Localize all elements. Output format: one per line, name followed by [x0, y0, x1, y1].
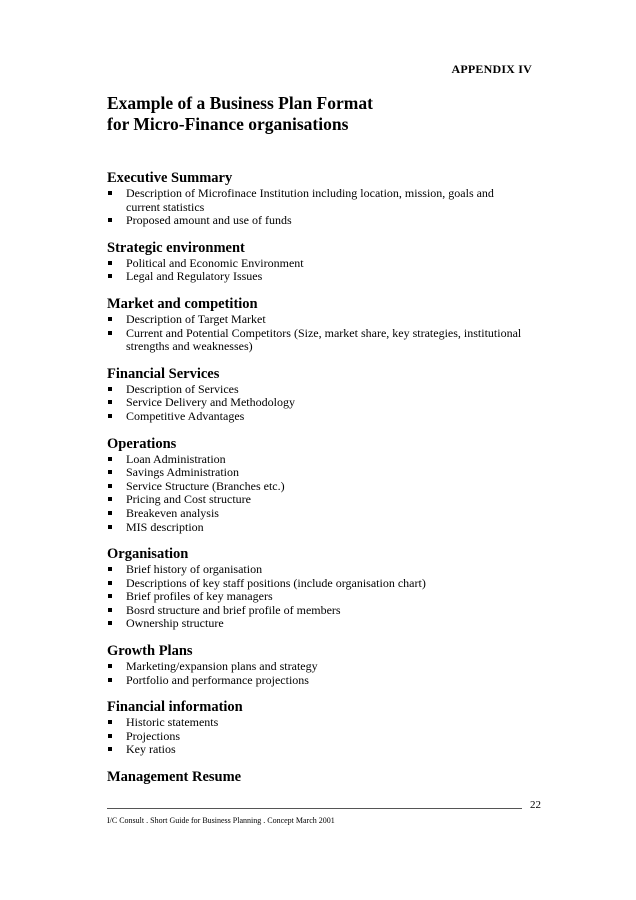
list-item-text: Breakeven analysis: [126, 505, 219, 520]
square-bullet-icon: [108, 621, 112, 625]
section-heading: Financial Services: [107, 365, 220, 382]
square-bullet-icon: [108, 414, 112, 418]
list-item: [107, 674, 527, 688]
list-item-text: Proposed amount and use of funds: [126, 213, 292, 228]
square-bullet-icon: [108, 678, 112, 682]
list-item: [107, 313, 527, 327]
section-heading: Operations: [107, 435, 177, 452]
footer-text: I/C Consult . Short Guide for Business Planning . Concept March 2001: [107, 816, 335, 825]
square-bullet-icon: [108, 720, 112, 724]
section-heading: Growth Plans: [107, 643, 193, 660]
list-item: [107, 507, 527, 521]
section-strategic-environment: [107, 240, 527, 284]
square-bullet-icon: [108, 484, 112, 488]
list-item-text: Loan Administration: [126, 451, 226, 466]
title-line-1: Example of a Business Plan Format: [107, 93, 373, 113]
list-item: [107, 257, 527, 271]
section-heading: Organisation: [107, 546, 189, 563]
page-number: 22: [530, 799, 541, 811]
list-item-text: Service Delivery and Methodology: [126, 395, 295, 410]
section-heading: Management Resume: [107, 769, 242, 786]
square-bullet-icon: [108, 457, 112, 461]
square-bullet-icon: [108, 470, 112, 474]
list-item-text: Pricing and Cost structure: [126, 492, 251, 507]
list-item: [107, 270, 527, 284]
document-title: [107, 93, 373, 135]
list-item: [107, 493, 527, 507]
list-item: [107, 453, 527, 467]
section-financial-services: [107, 366, 527, 424]
list-item: [107, 214, 527, 228]
list-item-text: Savings Administration: [126, 465, 240, 480]
list-item-text: Historic statements: [126, 715, 219, 730]
list-item: [107, 466, 527, 480]
list-item-text: Political and Economic Environment: [126, 255, 304, 270]
list-item: [107, 521, 527, 535]
section-executive-summary: [107, 170, 527, 228]
list-item-text: Descriptions of key staff positions (include organisation chart): [126, 575, 426, 590]
square-bullet-icon: [108, 567, 112, 571]
list-item: [107, 577, 527, 591]
list-item-text: Projections: [126, 728, 180, 743]
list-item: [107, 187, 527, 214]
square-bullet-icon: [108, 261, 112, 265]
square-bullet-icon: [108, 525, 112, 529]
section-list: [107, 170, 527, 798]
square-bullet-icon: [108, 497, 112, 501]
square-bullet-icon: [108, 274, 112, 278]
list-item: [107, 660, 527, 674]
list-item-text: Legal and Regulatory Issues: [126, 269, 263, 284]
list-item-text: Current and Potential Competitors (Size, market share, key strategies, institutional strengths and weaknesses): [126, 325, 522, 354]
bullet-list: [107, 660, 527, 687]
footer-divider: [107, 808, 522, 809]
list-item-text: Description of Services: [126, 381, 239, 396]
section-financial-information: [107, 699, 527, 757]
square-bullet-icon: [108, 218, 112, 222]
section-market-and-competition: [107, 296, 527, 354]
section-heading: Financial information: [107, 699, 243, 716]
bullet-list: [107, 563, 527, 631]
bullet-list: [107, 257, 527, 284]
square-bullet-icon: [108, 511, 112, 515]
list-item-text: Brief profiles of key managers: [126, 589, 273, 604]
square-bullet-icon: [108, 400, 112, 404]
section-growth-plans: [107, 643, 527, 687]
square-bullet-icon: [108, 191, 112, 195]
section-operations: [107, 436, 527, 535]
square-bullet-icon: [108, 734, 112, 738]
list-item: [107, 617, 527, 631]
list-item-text: Bosrd structure and brief profile of members: [126, 602, 341, 617]
bullet-list: [107, 187, 527, 228]
list-item: [107, 604, 527, 618]
list-item: [107, 590, 527, 604]
square-bullet-icon: [108, 747, 112, 751]
section-organisation: [107, 546, 527, 631]
list-item-text: MIS description: [126, 519, 204, 534]
list-item-text: Brief history of organisation: [126, 562, 263, 577]
list-item-text: Competitive Advantages: [126, 408, 245, 423]
list-item-text: Description of Microfinace Institution including location, mission, goals and current statistics: [126, 186, 494, 214]
square-bullet-icon: [108, 581, 112, 585]
list-item-text: Description of Target Market: [126, 311, 266, 326]
list-item: [107, 396, 527, 410]
list-item-text: Marketing/expansion plans and strategy: [126, 659, 318, 674]
bullet-list: [107, 313, 527, 354]
bullet-list: [107, 383, 527, 424]
list-item: [107, 563, 527, 577]
appendix-label: APPENDIX IV: [451, 62, 532, 76]
list-item-text: Ownership structure: [126, 616, 224, 631]
square-bullet-icon: [108, 608, 112, 612]
list-item: [107, 716, 527, 730]
list-item: [107, 327, 527, 354]
section-heading: Market and competition: [107, 295, 258, 312]
square-bullet-icon: [108, 594, 112, 598]
section-heading: Strategic environment: [107, 239, 245, 256]
section-management-resume: [107, 769, 527, 786]
square-bullet-icon: [108, 664, 112, 668]
bullet-list: [107, 716, 527, 757]
list-item: [107, 743, 527, 757]
title-line-2: for Micro-Finance organisations: [107, 114, 349, 134]
list-item-text: Portfolio and performance projections: [126, 672, 309, 687]
list-item: [107, 480, 527, 494]
list-item: [107, 730, 527, 744]
square-bullet-icon: [108, 331, 112, 335]
bullet-list: [107, 453, 527, 535]
list-item-text: Key ratios: [126, 742, 176, 757]
square-bullet-icon: [108, 317, 112, 321]
square-bullet-icon: [108, 387, 112, 391]
list-item: [107, 410, 527, 424]
list-item: [107, 383, 527, 397]
list-item-text: Service Structure (Branches etc.): [126, 478, 285, 493]
section-heading: Executive Summary: [107, 170, 233, 186]
